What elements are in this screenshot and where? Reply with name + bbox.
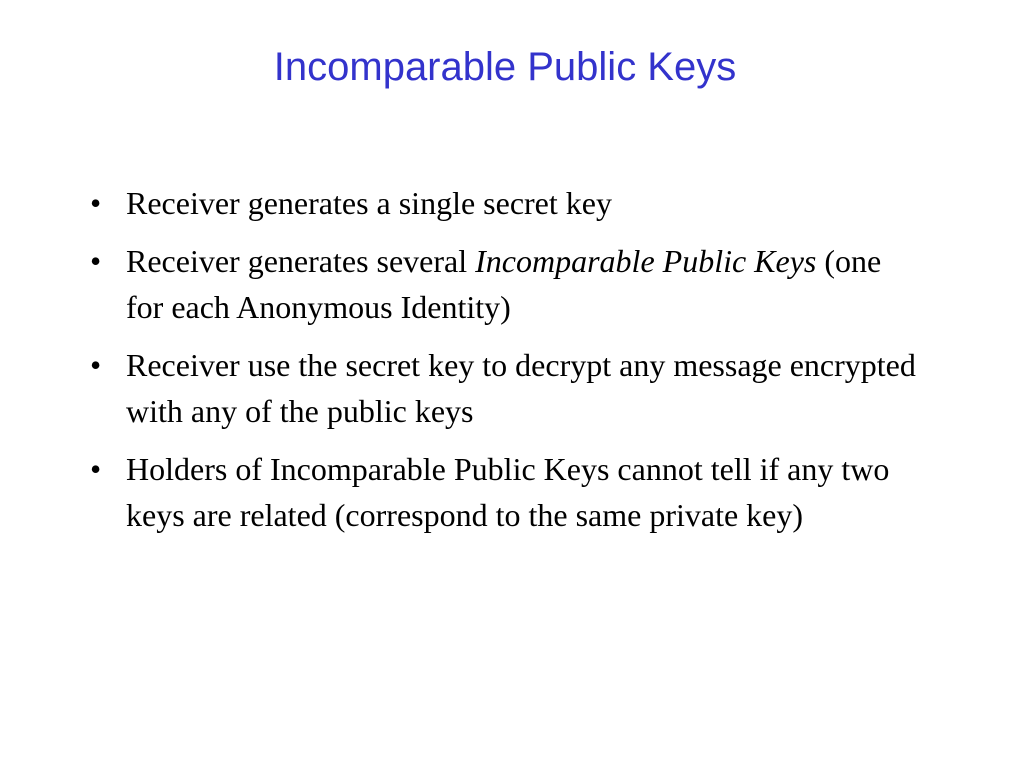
bullet-text: Holders of Incomparable Public Keys cannot tell if any two keys are related (correspond to the same private key) (126, 451, 890, 533)
bullet-icon: • (90, 243, 102, 279)
bullet-item-secret-key (90, 180, 920, 226)
bullet-emphasis: Incomparable Public Keys (475, 243, 817, 279)
bullet-item-decrypt (90, 342, 920, 434)
bullet-list (90, 180, 920, 550)
bullet-text: Receiver generates a single secret key (126, 185, 612, 221)
bullet-text-start: Receiver generates several (126, 243, 476, 279)
bullet-item-holders (90, 446, 920, 538)
bullet-icon: • (90, 347, 102, 383)
bullet-icon: • (90, 451, 102, 487)
bullet-icon: • (90, 185, 102, 221)
bullet-item-public-keys (90, 238, 920, 330)
slide-title: Incomparable Public Keys (273, 45, 737, 89)
bullet-text: Receiver use the secret key to decrypt any message encrypted with any of the public keys (126, 347, 916, 429)
bullet-text-end: (one for each Anonymous Identity) (126, 243, 882, 325)
